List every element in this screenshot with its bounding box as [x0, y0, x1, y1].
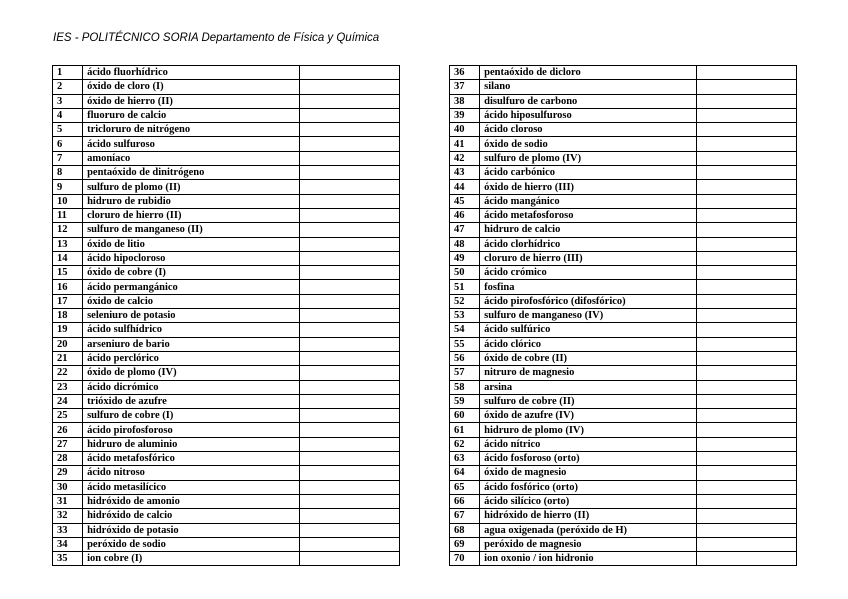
table-row [53, 366, 797, 380]
answer-cell[interactable] [299, 480, 399, 494]
column-gap [399, 323, 449, 337]
answer-cell[interactable] [696, 351, 796, 365]
item-number: 20 [53, 337, 83, 351]
column-gap [399, 108, 449, 122]
answer-cell[interactable] [299, 294, 399, 308]
column-gap [399, 380, 449, 394]
item-number: 54 [450, 323, 480, 337]
compound-name: ion oxonio / ion hidronio [480, 552, 697, 566]
compound-name: óxido de cobre (II) [480, 351, 697, 365]
compound-name: ácido sulfhídrico [83, 323, 300, 337]
column-gap [399, 266, 449, 280]
answer-cell[interactable] [299, 166, 399, 180]
answer-cell[interactable] [299, 380, 399, 394]
compound-name: ácido carbónico [480, 166, 697, 180]
table-row [53, 294, 797, 308]
table-row [53, 509, 797, 523]
answer-cell[interactable] [299, 523, 399, 537]
table-row [53, 409, 797, 423]
column-gap [399, 423, 449, 437]
answer-cell[interactable] [299, 552, 399, 566]
column-gap [399, 194, 449, 208]
item-number: 38 [450, 94, 480, 108]
answer-cell[interactable] [696, 123, 796, 137]
compound-name: hidruro de aluminio [83, 437, 300, 451]
item-number: 41 [450, 137, 480, 151]
compound-name: ácido fosforoso (orto) [480, 452, 697, 466]
item-number: 19 [53, 323, 83, 337]
answer-cell[interactable] [299, 94, 399, 108]
compound-name: hidróxido de amonio [83, 494, 300, 508]
item-number: 1 [53, 66, 83, 80]
answer-cell[interactable] [696, 509, 796, 523]
column-gap [399, 452, 449, 466]
compound-name: ácido sulfúrico [480, 323, 697, 337]
item-number: 68 [450, 523, 480, 537]
column-gap [399, 123, 449, 137]
item-number: 42 [450, 151, 480, 165]
table-row [53, 552, 797, 566]
item-number: 6 [53, 137, 83, 151]
item-number: 28 [53, 452, 83, 466]
table-row [53, 423, 797, 437]
answer-cell[interactable] [696, 237, 796, 251]
compound-name: óxido de cobre (I) [83, 266, 300, 280]
answer-cell[interactable] [299, 123, 399, 137]
answer-cell[interactable] [696, 466, 796, 480]
item-number: 58 [450, 380, 480, 394]
compound-name: hidruro de plomo (IV) [480, 423, 697, 437]
item-number: 46 [450, 208, 480, 222]
column-gap [399, 237, 449, 251]
answer-cell[interactable] [696, 294, 796, 308]
table-row [53, 351, 797, 365]
item-number: 45 [450, 194, 480, 208]
table-row [53, 523, 797, 537]
answer-cell[interactable] [299, 237, 399, 251]
answer-cell[interactable] [299, 452, 399, 466]
item-number: 67 [450, 509, 480, 523]
table-row [53, 452, 797, 466]
answer-cell[interactable] [696, 494, 796, 508]
compound-name: ácido metafosforoso [480, 208, 697, 222]
compound-name: óxido de cloro (I) [83, 80, 300, 94]
compound-name: ácido pirofosfórico (difosfórico) [480, 294, 697, 308]
table-row [53, 108, 797, 122]
compound-name: ácido fosfórico (orto) [480, 480, 697, 494]
item-number: 11 [53, 208, 83, 222]
item-number: 52 [450, 294, 480, 308]
item-number: 17 [53, 294, 83, 308]
answer-cell[interactable] [696, 552, 796, 566]
answer-cell[interactable] [299, 423, 399, 437]
item-number: 5 [53, 123, 83, 137]
compound-name: silano [480, 80, 697, 94]
item-number: 44 [450, 180, 480, 194]
compound-name: óxido de plomo (IV) [83, 366, 300, 380]
compound-name: nitruro de magnesio [480, 366, 697, 380]
answer-cell[interactable] [299, 323, 399, 337]
answer-cell[interactable] [299, 366, 399, 380]
item-number: 39 [450, 108, 480, 122]
answer-cell[interactable] [696, 180, 796, 194]
answer-cell[interactable] [696, 523, 796, 537]
item-number: 32 [53, 509, 83, 523]
table-row [53, 466, 797, 480]
compound-name: pentaóxido de dinitrógeno [83, 166, 300, 180]
formulation-table [52, 65, 797, 566]
compound-name: fosfina [480, 280, 697, 294]
item-number: 40 [450, 123, 480, 137]
answer-cell[interactable] [696, 480, 796, 494]
item-number: 51 [450, 280, 480, 294]
answer-cell[interactable] [696, 194, 796, 208]
table-row [53, 437, 797, 451]
item-number: 25 [53, 409, 83, 423]
table-row [53, 80, 797, 94]
item-number: 31 [53, 494, 83, 508]
compound-name: pentaóxido de dicloro [480, 66, 697, 80]
answer-cell[interactable] [696, 266, 796, 280]
compound-name: ácido nítrico [480, 437, 697, 451]
compound-name: sulfuro de plomo (II) [83, 180, 300, 194]
compound-name: cloruro de hierro (II) [83, 208, 300, 222]
answer-cell[interactable] [299, 137, 399, 151]
answer-cell[interactable] [299, 180, 399, 194]
column-gap [399, 509, 449, 523]
answer-cell[interactable] [299, 266, 399, 280]
answer-cell[interactable] [299, 309, 399, 323]
answer-cell[interactable] [696, 280, 796, 294]
answer-cell[interactable] [299, 409, 399, 423]
answer-cell[interactable] [696, 337, 796, 351]
table-row [53, 123, 797, 137]
table-row [53, 166, 797, 180]
item-number: 37 [450, 80, 480, 94]
item-number: 13 [53, 237, 83, 251]
table-body [53, 66, 797, 566]
answer-cell[interactable] [696, 166, 796, 180]
answer-cell[interactable] [299, 437, 399, 451]
compound-name: trióxido de azufre [83, 394, 300, 408]
table-row [53, 180, 797, 194]
compound-name: sulfuro de cobre (II) [480, 394, 697, 408]
compound-name: óxido de calcio [83, 294, 300, 308]
answer-cell[interactable] [696, 437, 796, 451]
item-number: 62 [450, 437, 480, 451]
answer-cell[interactable] [299, 223, 399, 237]
item-number: 43 [450, 166, 480, 180]
column-gap [399, 151, 449, 165]
compound-name: ácido hiposulfuroso [480, 108, 697, 122]
table-row [53, 380, 797, 394]
compound-name: sulfuro de plomo (IV) [480, 151, 697, 165]
item-number: 70 [450, 552, 480, 566]
item-number: 55 [450, 337, 480, 351]
answer-cell[interactable] [696, 66, 796, 80]
item-number: 34 [53, 537, 83, 551]
compound-name: tricloruro de nitrógeno [83, 123, 300, 137]
answer-cell[interactable] [299, 151, 399, 165]
answer-cell[interactable] [696, 394, 796, 408]
answer-cell[interactable] [299, 351, 399, 365]
compound-name: ácido metasilícico [83, 480, 300, 494]
item-number: 63 [450, 452, 480, 466]
department-name: Departamento de Física y Química [201, 32, 380, 44]
answer-cell[interactable] [696, 208, 796, 222]
column-gap [399, 80, 449, 94]
item-number: 48 [450, 237, 480, 251]
answer-cell[interactable] [696, 137, 796, 151]
column-gap [399, 523, 449, 537]
answer-cell[interactable] [696, 251, 796, 265]
item-number: 18 [53, 309, 83, 323]
item-number: 16 [53, 280, 83, 294]
item-number: 69 [450, 537, 480, 551]
item-number: 8 [53, 166, 83, 180]
compound-name: peróxido de sodio [83, 537, 300, 551]
item-number: 33 [53, 523, 83, 537]
item-number: 36 [450, 66, 480, 80]
answer-cell[interactable] [696, 94, 796, 108]
compound-name: ácido cloroso [480, 123, 697, 137]
answer-cell[interactable] [696, 80, 796, 94]
column-gap [399, 223, 449, 237]
compound-name: hidruro de rubidio [83, 194, 300, 208]
answer-cell[interactable] [696, 366, 796, 380]
answer-cell[interactable] [696, 423, 796, 437]
item-number: 7 [53, 151, 83, 165]
item-number: 2 [53, 80, 83, 94]
compound-name: arsina [480, 380, 697, 394]
column-gap [399, 480, 449, 494]
answer-cell[interactable] [299, 494, 399, 508]
compound-name: ácido metafosfórico [83, 452, 300, 466]
item-number: 12 [53, 223, 83, 237]
item-number: 27 [53, 437, 83, 451]
item-number: 9 [53, 180, 83, 194]
compound-name: óxido de magnesio [480, 466, 697, 480]
item-number: 3 [53, 94, 83, 108]
item-number: 23 [53, 380, 83, 394]
answer-cell[interactable] [696, 108, 796, 122]
answer-cell[interactable] [299, 208, 399, 222]
table-row [53, 94, 797, 108]
column-gap [399, 137, 449, 151]
table-row [53, 480, 797, 494]
table-row [53, 394, 797, 408]
item-number: 24 [53, 394, 83, 408]
compound-name: disulfuro de carbono [480, 94, 697, 108]
item-number: 66 [450, 494, 480, 508]
compound-name: ácido permangánico [83, 280, 300, 294]
answer-cell[interactable] [696, 380, 796, 394]
answer-cell[interactable] [696, 223, 796, 237]
compound-name: agua oxigenada (peróxido de H) [480, 523, 697, 537]
table-row [53, 237, 797, 251]
compound-name: ion cobre (I) [83, 552, 300, 566]
answer-cell[interactable] [696, 309, 796, 323]
answer-cell[interactable] [299, 537, 399, 551]
column-gap [399, 394, 449, 408]
compound-name: hidróxido de calcio [83, 509, 300, 523]
table-row [53, 323, 797, 337]
page-header [53, 32, 379, 44]
answer-cell[interactable] [299, 509, 399, 523]
compound-name: ácido sulfuroso [83, 137, 300, 151]
item-number: 65 [450, 480, 480, 494]
compound-name: óxido de litio [83, 237, 300, 251]
answer-cell[interactable] [299, 66, 399, 80]
column-gap [399, 409, 449, 423]
column-gap [399, 366, 449, 380]
column-gap [399, 180, 449, 194]
item-number: 22 [53, 366, 83, 380]
compound-name: hidróxido de potasio [83, 523, 300, 537]
column-gap [399, 494, 449, 508]
column-gap [399, 208, 449, 222]
compound-name: óxido de hierro (II) [83, 94, 300, 108]
compound-name: arseniuro de bario [83, 337, 300, 351]
answer-cell[interactable] [299, 280, 399, 294]
item-number: 21 [53, 351, 83, 365]
item-number: 64 [450, 466, 480, 480]
compound-name: ácido dicrómico [83, 380, 300, 394]
answer-cell[interactable] [696, 537, 796, 551]
compound-name: óxido de sodio [480, 137, 697, 151]
table-row [53, 309, 797, 323]
compound-name: sulfuro de manganeso (IV) [480, 309, 697, 323]
table-row [53, 151, 797, 165]
compound-name: cloruro de hierro (III) [480, 251, 697, 265]
answer-cell[interactable] [299, 194, 399, 208]
item-number: 53 [450, 309, 480, 323]
column-gap [399, 280, 449, 294]
table-row [53, 266, 797, 280]
table-row [53, 208, 797, 222]
table-row [53, 494, 797, 508]
column-gap [399, 251, 449, 265]
column-gap [399, 294, 449, 308]
item-number: 61 [450, 423, 480, 437]
table-row [53, 137, 797, 151]
compound-name: ácido hipocloroso [83, 251, 300, 265]
item-number: 14 [53, 251, 83, 265]
column-gap [399, 437, 449, 451]
answer-cell[interactable] [299, 251, 399, 265]
answer-cell[interactable] [299, 108, 399, 122]
answer-cell[interactable] [299, 466, 399, 480]
table-row [53, 194, 797, 208]
compound-name: ácido nitroso [83, 466, 300, 480]
item-number: 4 [53, 108, 83, 122]
column-gap [399, 166, 449, 180]
answer-cell[interactable] [696, 151, 796, 165]
compound-name: ácido pirofosforoso [83, 423, 300, 437]
column-gap [399, 94, 449, 108]
item-number: 49 [450, 251, 480, 265]
compound-name: ácido silícico (orto) [480, 494, 697, 508]
column-gap [399, 351, 449, 365]
compound-name: ácido fluorhídrico [83, 66, 300, 80]
item-number: 59 [450, 394, 480, 408]
table-row [53, 223, 797, 237]
item-number: 15 [53, 266, 83, 280]
compound-name: hidróxido de hierro (II) [480, 509, 697, 523]
compound-name: ácido mangánico [480, 194, 697, 208]
table-row [53, 537, 797, 551]
compound-name: ácido clorhídrico [480, 237, 697, 251]
column-gap [399, 537, 449, 551]
item-number: 10 [53, 194, 83, 208]
compound-name: seleniuro de potasio [83, 309, 300, 323]
column-gap [399, 552, 449, 566]
table-row [53, 337, 797, 351]
answer-cell[interactable] [299, 337, 399, 351]
item-number: 30 [53, 480, 83, 494]
compound-name: amoníaco [83, 151, 300, 165]
answer-cell[interactable] [696, 409, 796, 423]
table-row [53, 280, 797, 294]
compound-name: óxido de azufre (IV) [480, 409, 697, 423]
item-number: 29 [53, 466, 83, 480]
table-row [53, 251, 797, 265]
compound-name: ácido perclórico [83, 351, 300, 365]
item-number: 35 [53, 552, 83, 566]
item-number: 57 [450, 366, 480, 380]
compound-name: sulfuro de manganeso (II) [83, 223, 300, 237]
column-gap [399, 309, 449, 323]
item-number: 56 [450, 351, 480, 365]
column-gap [399, 337, 449, 351]
compound-name: sulfuro de cobre (I) [83, 409, 300, 423]
answer-cell[interactable] [696, 452, 796, 466]
item-number: 26 [53, 423, 83, 437]
answer-cell[interactable] [299, 394, 399, 408]
compound-name: fluoruro de calcio [83, 108, 300, 122]
compound-name: hidruro de calcio [480, 223, 697, 237]
compound-name: peróxido de magnesio [480, 537, 697, 551]
table-row [53, 66, 797, 80]
item-number: 60 [450, 409, 480, 423]
item-number: 50 [450, 266, 480, 280]
compound-name: ácido clórico [480, 337, 697, 351]
compound-name: ácido crómico [480, 266, 697, 280]
item-number: 47 [450, 223, 480, 237]
column-gap [399, 66, 449, 80]
column-gap [399, 466, 449, 480]
answer-cell[interactable] [299, 80, 399, 94]
answer-cell[interactable] [696, 323, 796, 337]
compound-name: óxido de hierro (III) [480, 180, 697, 194]
school-name: IES - POLITÉCNICO SORIA [53, 32, 199, 44]
